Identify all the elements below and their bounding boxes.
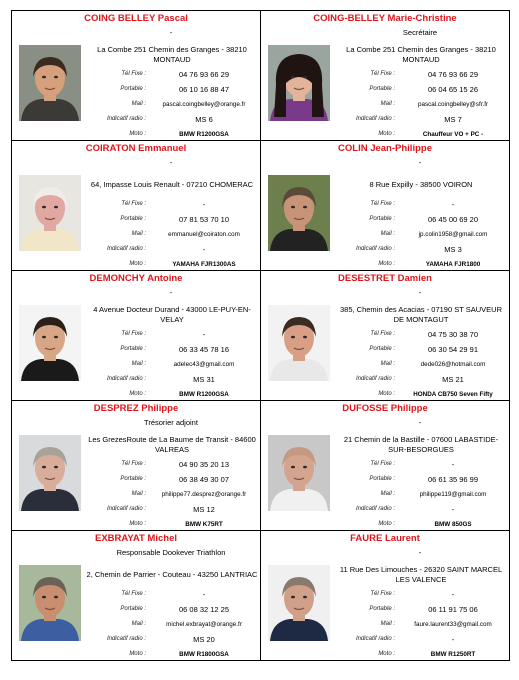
field-value: BMW K75RT [185,521,223,528]
field-mail [82,99,260,110]
member-photo [268,565,330,641]
field-value[interactable]: jp.colin1958@gmail.com [418,231,488,238]
field-label: Tél Fixe : [370,331,395,337]
field-mail [331,359,509,370]
field-portable [331,214,509,225]
field-label: Indicatif radio : [355,116,395,122]
field-value: - [451,460,455,469]
field-value: 06 11 91 75 06 [428,605,478,614]
field-moto [331,259,509,270]
field-value: 06 38 49 30 07 [178,475,230,484]
field-tel-fixe [331,199,509,210]
field-label: Tél Fixe : [121,591,146,597]
member-card [12,141,261,271]
member-address: 8 Rue Expilly - 38500 VOIRON [369,180,473,189]
field-label: Indicatif radio : [355,636,395,642]
member-row [12,11,510,141]
field-value: 06 08 32 12 25 [178,605,230,614]
field-label: Mail : [380,101,395,107]
field-value: - [202,245,206,254]
field-label: Tél Fixe : [121,201,146,207]
field-moto [331,389,509,400]
field-label: Moto : [129,651,146,657]
member-role: - [169,288,173,297]
field-label: Mail : [131,101,146,107]
member-name: COING BELLEY Pascal [84,13,188,24]
field-label: Indicatif radio : [355,376,395,382]
field-moto [331,129,509,140]
field-label: Mail : [131,491,146,497]
field-label: Indicatif radio : [106,376,146,382]
field-label: Tél Fixe : [121,331,146,337]
field-indicatif-radio [331,634,509,645]
member-card [261,11,510,141]
member-role: Secrétaire [402,28,438,37]
field-label: Indicatif radio : [106,116,146,122]
member-address: 4 Avenue Docteur Durand - 43000 LE-PUY-EN-VELAY [93,305,251,324]
field-value: 06 30 54 29 91 [427,345,479,354]
member-photo [19,305,81,381]
member-role: - [418,418,422,427]
field-label: Portable : [369,216,395,222]
member-name: DESPREZ Philippe [93,403,179,414]
member-photo [19,435,81,511]
field-label: Portable : [369,86,395,92]
field-value[interactable]: philippe119@gmail.com [419,491,487,498]
member-role: - [418,288,422,297]
field-mail [331,99,509,110]
field-value: - [451,635,455,644]
field-value: 06 33 45 78 16 [178,345,230,354]
field-label: Indicatif radio : [355,506,395,512]
field-portable [82,604,260,615]
field-label: Tél Fixe : [121,71,146,77]
field-value[interactable]: michel.exbrayat@orange.fr [166,621,242,628]
field-value: MS 6 [195,115,213,124]
field-indicatif-radio [82,114,260,125]
field-tel-fixe [331,69,509,80]
field-value: YAMAHA FJR1300AS [172,261,236,268]
field-value: - [451,590,455,599]
field-label: Moto : [378,521,395,527]
field-value: 04 90 35 20 13 [178,460,230,469]
field-value: MS 20 [193,635,215,644]
field-label: Moto : [378,391,395,397]
field-value[interactable]: emmanuel@coiraton.com [168,231,240,238]
field-tel-fixe [82,589,260,600]
member-name: EXBRAYAT Michel [94,533,177,544]
field-value[interactable]: dede026@hotmail.com [420,361,486,368]
field-value: BMW R1250RT [430,651,476,658]
field-value: MS 12 [193,505,215,514]
field-label: Moto : [378,651,395,657]
field-value[interactable]: faure.laurent33@gmail.com [414,621,492,628]
field-label: Portable : [369,476,395,482]
member-address: 64, Impasse Louis Renault - 07210 CHOMERAC [90,180,254,189]
member-address: La Combe 251 Chemin des Granges - 38210 MONTAUD [97,45,247,64]
field-label: Mail : [380,231,395,237]
member-photo [268,435,330,511]
member-card [261,401,510,531]
field-label: Tél Fixe : [370,71,395,77]
member-role: Responsable Dookever Triathlon [116,548,226,557]
member-row [12,271,510,401]
field-value: 06 10 16 88 47 [178,85,230,94]
field-label: Portable : [120,476,146,482]
field-mail [82,489,260,500]
member-directory-grid [11,10,510,661]
member-card [261,141,510,271]
field-label: Portable : [120,216,146,222]
field-label: Moto : [129,521,146,527]
member-name: DUFOSSE Philippe [342,403,428,414]
field-indicatif-radio [331,504,509,515]
field-value: MS 31 [193,375,215,384]
field-mail [331,619,509,630]
field-label: Portable : [120,606,146,612]
field-indicatif-radio [82,634,260,645]
member-address: 11 Rue Des Limouches - 26320 SAINT MARCEL LES VALENCE [339,565,503,584]
field-label: Indicatif radio : [106,246,146,252]
field-moto [82,519,260,530]
field-portable [331,344,509,355]
field-label: Mail : [131,231,146,237]
field-value: 04 75 30 38 70 [427,330,479,339]
field-tel-fixe [331,329,509,340]
member-photo [19,565,81,641]
field-label: Mail : [380,361,395,367]
field-value: 04 76 93 66 29 [427,70,479,79]
field-label: Portable : [120,86,146,92]
field-portable [82,214,260,225]
member-photo [19,45,81,121]
field-value: 06 04 65 15 26 [427,85,479,94]
field-value: BMW R1200GSA [179,391,229,398]
field-label: Mail : [131,621,146,627]
field-label: Moto : [129,261,146,267]
field-value[interactable]: pascal.coingbelley@orange.fr [162,101,246,108]
field-mail [82,229,260,240]
field-label: Indicatif radio : [355,246,395,252]
field-moto [331,519,509,530]
field-value: MS 3 [444,245,462,254]
member-card [12,271,261,401]
field-label: Tél Fixe : [370,461,395,467]
member-address: 21 Chemin de la Bastille - 07600 LABASTIDE-SUR-BESORGUES [343,435,499,454]
field-moto [82,259,260,270]
field-mail [331,229,509,240]
member-name: COIRATON Emmanuel [85,143,187,154]
member-row [12,531,510,661]
field-mail [331,489,509,500]
field-value: - [202,590,206,599]
field-portable [331,474,509,485]
field-label: Indicatif radio : [106,636,146,642]
member-address: La Combe 251 Chemin des Granges - 38210 MONTAUD [346,45,496,64]
field-value: - [202,330,206,339]
field-value: BMW 850GS [434,521,472,528]
field-moto [82,129,260,140]
field-value: 06 45 00 69 20 [427,215,479,224]
field-label: Portable : [369,346,395,352]
field-value: BMW R1800GSA [179,651,229,658]
member-photo [268,175,330,251]
member-name: FAURE Laurent [350,533,420,544]
field-value: - [451,505,455,514]
field-value: Chauffeur VO + PC - [422,131,484,138]
member-photo [268,45,330,121]
field-label: Mail : [380,491,395,497]
member-role: - [169,158,173,167]
field-indicatif-radio [331,244,509,255]
member-card [12,531,261,661]
member-address: 2, Chemin de Parrier - Couteau - 43250 LANTRIAC [86,570,258,579]
member-name: COLIN Jean-Philippe [338,143,432,154]
member-role: - [418,158,422,167]
field-value: 07 81 53 70 10 [178,215,230,224]
field-label: Moto : [378,131,395,137]
field-value[interactable]: philippe77.desprez@orange.fr [161,491,247,498]
field-label: Portable : [120,346,146,352]
field-portable [82,344,260,355]
field-label: Moto : [378,261,395,267]
field-tel-fixe [82,199,260,210]
field-tel-fixe [82,69,260,80]
field-label: Mail : [380,621,395,627]
field-value[interactable]: adelec43@gmail.com [173,361,235,368]
field-value: 04 76 93 66 29 [178,70,230,79]
field-label: Portable : [369,606,395,612]
field-value: BMW R1200GSA [179,131,229,138]
field-value: 06 61 35 96 99 [427,475,479,484]
field-portable [331,604,509,615]
field-moto [82,389,260,400]
field-tel-fixe [82,329,260,340]
field-portable [82,84,260,95]
field-value[interactable]: pascal.coingbelley@sfr.fr [417,101,489,108]
field-indicatif-radio [331,374,509,385]
member-card [12,401,261,531]
member-photo [19,175,81,251]
member-name: DEMONCHY Antoine [89,273,183,284]
member-role: - [418,548,422,557]
field-label: Mail : [131,361,146,367]
member-row [12,401,510,531]
field-value: MS 21 [442,375,464,384]
member-photo [268,305,330,381]
field-label: Tél Fixe : [370,591,395,597]
field-moto [82,649,260,660]
field-mail [82,359,260,370]
member-address: 385, Chemin des Acacias - 07190 ST SAUVEUR DE MONTAGUT [339,305,503,324]
field-indicatif-radio [331,114,509,125]
member-role: - [169,28,173,37]
field-value: MS 7 [444,115,462,124]
field-value: YAMAHA FJR1800 [425,261,481,268]
field-portable [82,474,260,485]
field-indicatif-radio [82,374,260,385]
field-label: Tél Fixe : [121,461,146,467]
field-indicatif-radio [82,504,260,515]
member-card [12,11,261,141]
field-value: - [202,200,206,209]
field-label: Indicatif radio : [106,506,146,512]
member-card [261,271,510,401]
field-value: HONDA CB750 Seven Fifty [413,391,493,398]
field-tel-fixe [331,459,509,470]
member-name: COING-BELLEY Marie-Christine [313,13,457,24]
field-moto [331,649,509,660]
member-role: Trésorier adjoint [144,418,198,427]
field-tel-fixe [82,459,260,470]
field-label: Moto : [129,391,146,397]
member-name: DESESTRET Damien [338,273,432,284]
field-tel-fixe [331,589,509,600]
member-card [261,531,510,661]
field-mail [82,619,260,630]
member-address: Les GrezesRoute de La Baume de Transit - 84600 VALREAS [88,435,256,454]
field-indicatif-radio [82,244,260,255]
field-label: Tél Fixe : [370,201,395,207]
member-row [12,141,510,271]
field-label: Moto : [129,131,146,137]
field-value: - [451,200,455,209]
field-portable [331,84,509,95]
